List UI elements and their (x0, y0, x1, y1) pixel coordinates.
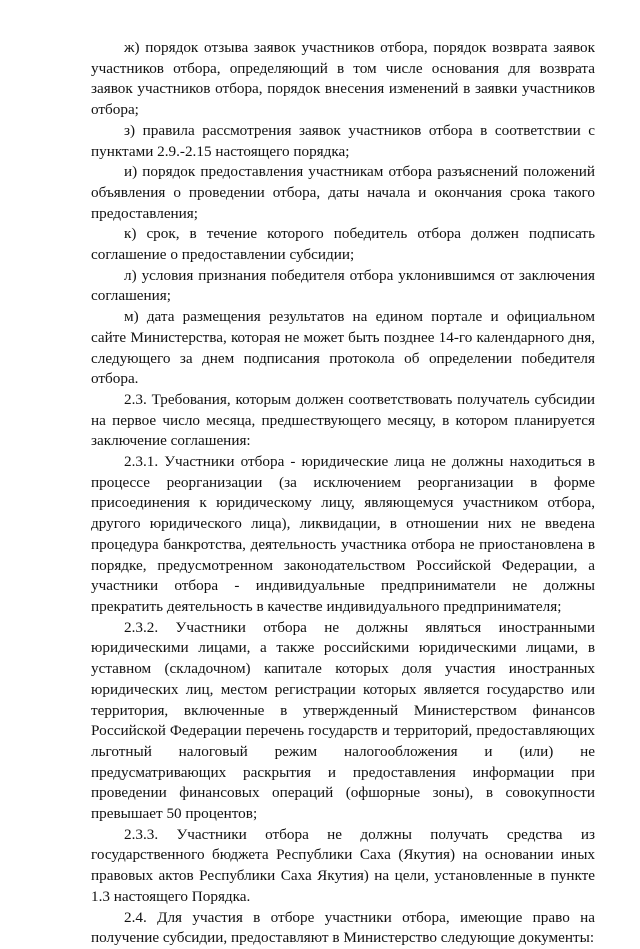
paragraph-section-2-3-2: 2.3.2. Участники отбора не должны являться иностранными юридическими лицами, а также российскими юридическими лицами, в уставном (складочном) капитале которых доля участия иностранных юридических лиц, местом регистрации которых является государство или территория, включенные в утвержденный Министерством финансов Российской Федерации перечень государств и территорий, предоставляющих льготный налоговый режим налогообложения и (или) не предусматривающих раскрытия и предоставления информации при проведении финансовых операций (офшорные зоны), в совокупности превышает 50 процентов; (91, 618, 595, 823)
paragraph-item-z: з) правила рассмотрения заявок участников отбора в соответствии с пунктами 2.9.-2.15 настоящего порядка; (91, 121, 595, 160)
paragraph-item-i: и) порядок предоставления участникам отбора разъяснений положений объявления о проведении отбора, даты начала и окончания срока такого предоставления; (91, 163, 595, 222)
paragraph-section-2-3: 2.3. Требования, которым должен соответствовать получатель субсидии на первое число месяца, предшествующего месяцу, в котором планируется заключение соглашения: (91, 390, 595, 450)
paragraph-section-2-3-1: 2.3.1. Участники отбора - юридические лица не должны находиться в процессе реорганизации (за исключением реорганизации в форме присоединения к юридическому лицу, являющемуся участником отбора, другого юридического лица), ликвидации, в отношении них не введена процедура банкротства, деятельность участника отбора не приостановлена в порядке, предусмотренном законодательством Российской Федерации, а участники отбора - индивидуальные предприниматели не должны прекратить деятельность в качестве индивидуального предпринимателя; (91, 453, 595, 615)
document-body (91, 38, 595, 949)
paragraph-item-m: м) дата размещения результатов на едином портале и официальном сайте Министерства, которая не может быть позднее 14-го календарного дня, следующего за днем подписания протокола об определении победителя отбора. (91, 308, 595, 388)
paragraph-section-2-4: 2.4. Для участия в отборе участники отбора, имеющие право на получение субсидии, предоставляют в Министерство следующие документы: (91, 908, 595, 947)
paragraph-section-2-3-3: 2.3.3. Участники отбора не должны получать средства из государственного бюджета Республики Саха (Якутия) на основании иных правовых актов Республики Саха Якутия) на цели, установленные в пункте 1.3 настоящего Порядка. (91, 825, 595, 905)
paragraph-item-l: л) условия признания победителя отбора уклонившимся от заключения соглашения; (91, 266, 595, 305)
paragraph-item-k: к) срок, в течение которого победитель отбора должен подписать соглашение о предоставлении субсидии; (91, 225, 595, 264)
paragraph-item-zh: ж) порядок отзыва заявок участников отбора, порядок возврата заявок участников отбора, определяющий в том числе основания для возврата заявок участников отбора, порядок внесения изменений в заявки участников отбора; (91, 39, 595, 119)
